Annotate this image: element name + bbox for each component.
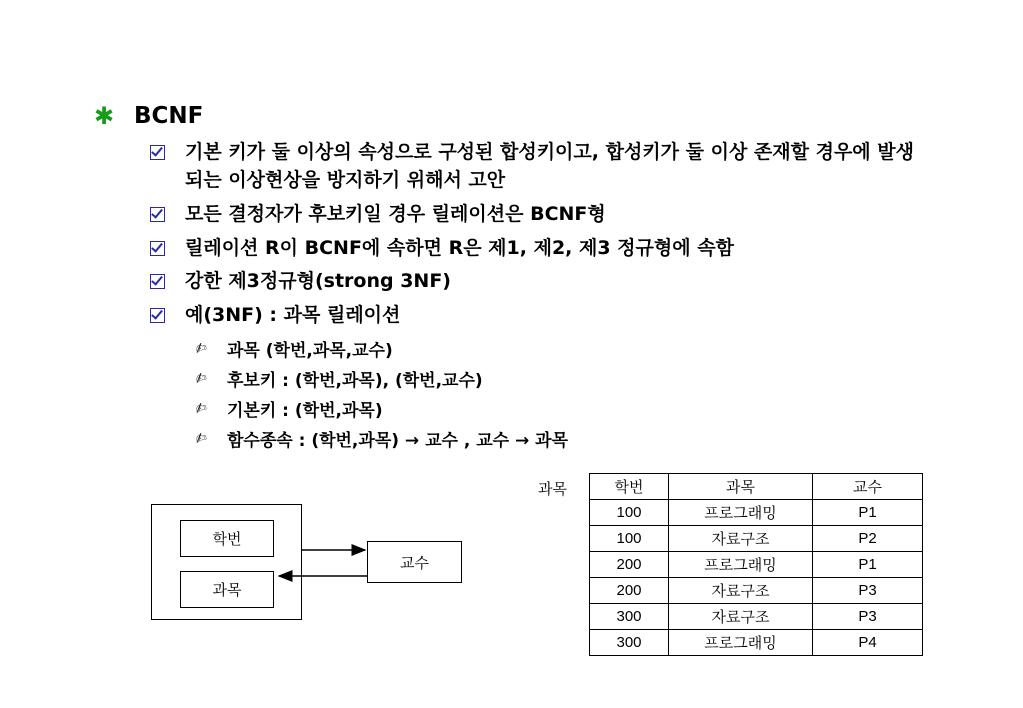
diagram-box-student-id: 학번 — [180, 520, 274, 557]
table-row — [590, 500, 923, 526]
table-cell: P3 — [813, 604, 923, 630]
table-cell: 100 — [590, 500, 669, 526]
bullet-text: 릴레이션 R이 BCNF에 속하면 R은 제1, 제2, 제3 정규형에 속함 — [185, 237, 734, 259]
table-row — [590, 526, 923, 552]
table-cell: 300 — [590, 630, 669, 656]
subject-table — [589, 473, 923, 656]
table-cell: 자료구조 — [669, 526, 813, 552]
table-row — [590, 604, 923, 630]
pen-icon: ✍ — [192, 399, 210, 419]
sub-item-text: 기본키 : (학번,과목) — [227, 400, 383, 421]
bullet-text: 강한 제3정규형(strong 3NF) — [185, 270, 451, 292]
asterisk-icon: ✱ — [94, 102, 115, 130]
table-cell: 자료구조 — [669, 604, 813, 630]
table-cell: P4 — [813, 630, 923, 656]
table-cell: P2 — [813, 526, 923, 552]
table-row — [590, 552, 923, 578]
sub-item-text: 함수종속 : (학번,과목) → 교수 , 교수 → 과목 — [227, 430, 568, 451]
table-cell: 프로그래밍 — [669, 630, 813, 656]
pen-icon: ✍ — [192, 429, 210, 449]
table-cell: 300 — [590, 604, 669, 630]
table-cell: 자료구조 — [669, 578, 813, 604]
column-header: 교수 — [813, 474, 923, 500]
table-cell: 200 — [590, 552, 669, 578]
bullet-text: 예(3NF) : 과목 릴레이션 — [185, 304, 401, 326]
bullet-text: 기본 키가 둘 이상의 속성으로 구성된 합성키이고, 합성키가 둘 이상 존재할 경우에 발생되는 이상현상을 방지하기 위해서 고안 — [185, 141, 914, 191]
column-header: 과목 — [669, 474, 813, 500]
column-header: 학번 — [590, 474, 669, 500]
table-cell: P1 — [813, 552, 923, 578]
pen-icon: ✍ — [192, 369, 210, 389]
page-title: BCNF — [134, 103, 204, 129]
table-row — [590, 578, 923, 604]
table-cell: 200 — [590, 578, 669, 604]
table-header-row — [590, 474, 923, 500]
table-cell: P1 — [813, 500, 923, 526]
table-cell: P3 — [813, 578, 923, 604]
bullet-text: 모든 결정자가 후보키일 경우 릴레이션은 BCNF형 — [185, 203, 606, 225]
sub-item-text: 후보키 : (학번,과목), (학번,교수) — [227, 370, 483, 391]
diagram-box-subject: 과목 — [180, 571, 274, 608]
sub-item-text: 과목 (학번,과목,교수) — [227, 340, 393, 361]
table-row — [590, 630, 923, 656]
table-cell: 프로그래밍 — [669, 552, 813, 578]
pen-icon: ✍ — [192, 339, 210, 359]
table-label: 과목 — [538, 480, 567, 498]
table-cell: 100 — [590, 526, 669, 552]
diagram-box-professor: 교수 — [367, 541, 462, 583]
table-cell: 프로그래밍 — [669, 500, 813, 526]
